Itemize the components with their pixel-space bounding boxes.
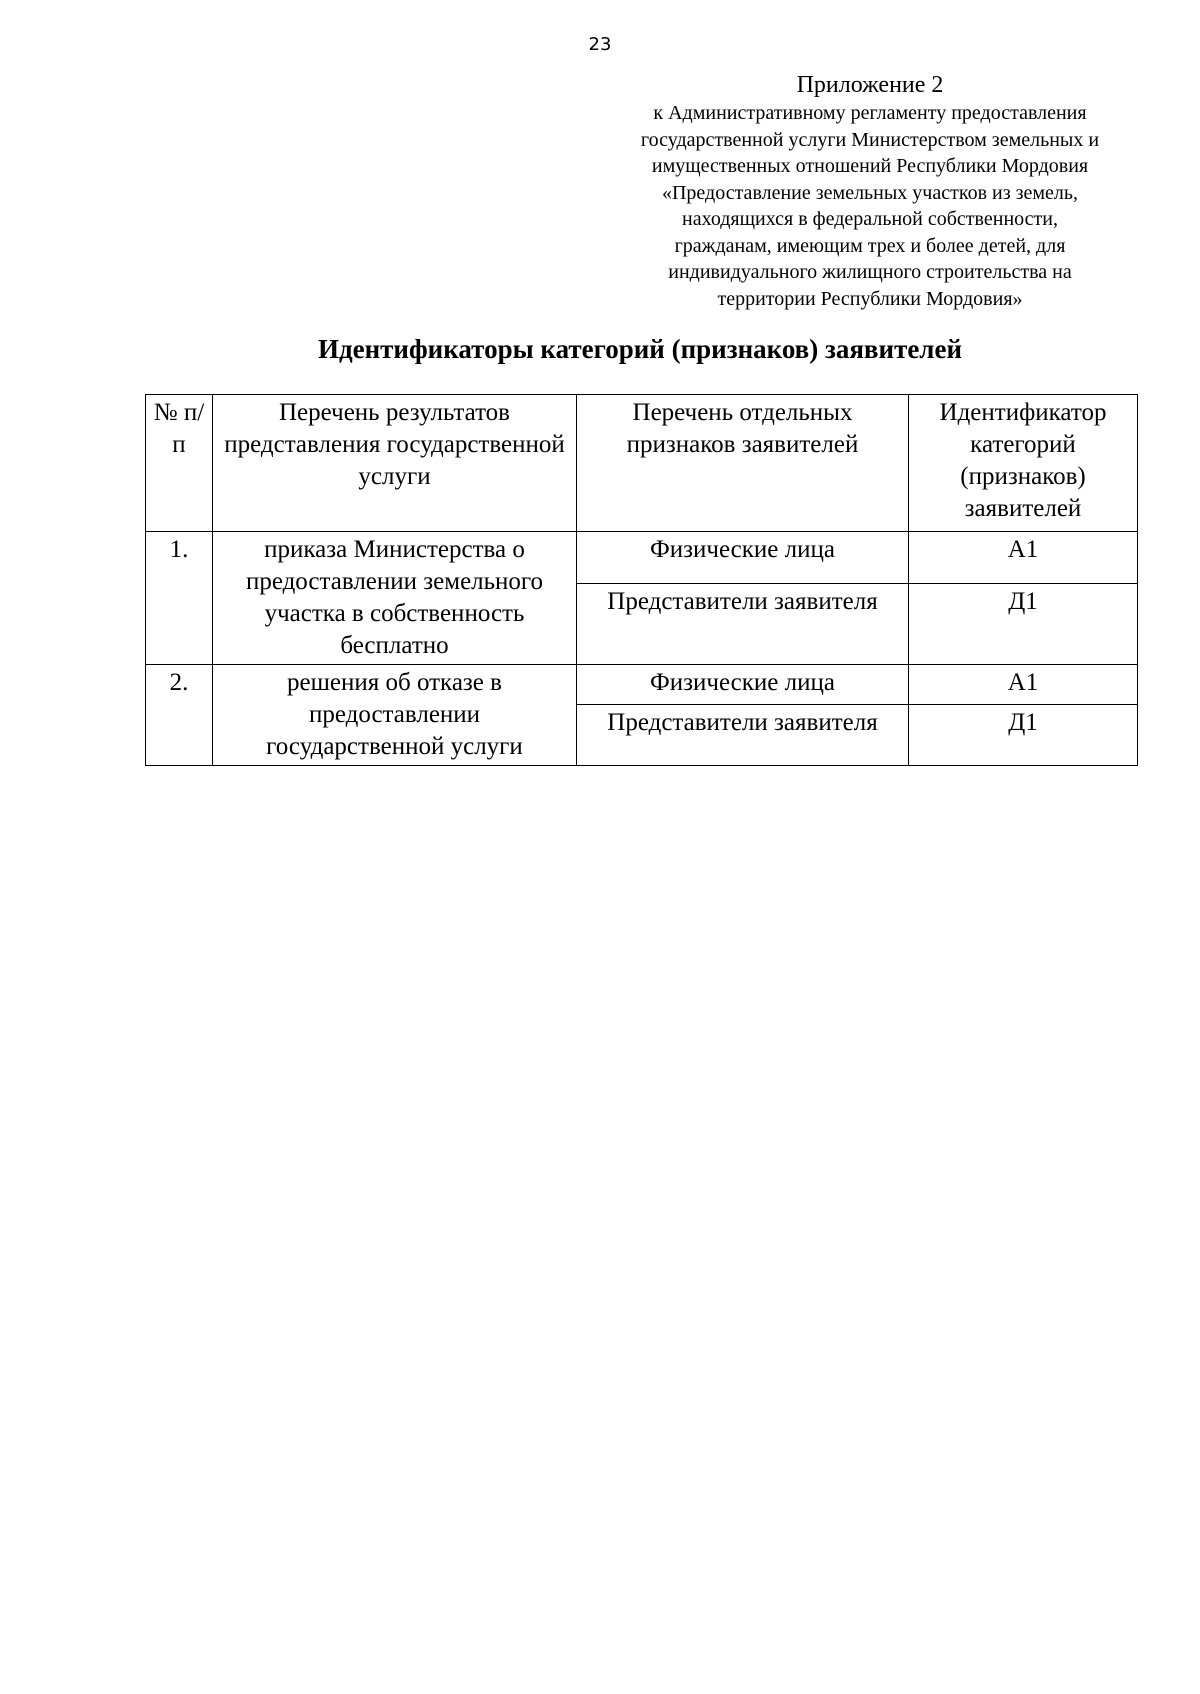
row-number: 1. [146,532,213,665]
page-number: 23 [588,34,612,55]
header-identifier: Идентификатор категорий (признаков) заявителей [909,395,1138,532]
table-row [146,665,1138,705]
row-sign: Представители заявителя [577,584,909,665]
table-header-row [146,395,1138,532]
row-sign: Физические лица [577,665,909,705]
appendix-line: к Административному регламенту предоставления [653,102,1087,124]
row-identifier: А1 [909,532,1138,584]
row-result: приказа Министерства о предоставлении земельного участка в собственность бесплатно [213,532,577,665]
table-row [146,532,1138,584]
row-sign: Представители заявителя [577,704,909,765]
appendix-line: индивидуального жилищного строительства на [668,261,1072,283]
appendix-line: гражданам, имеющим трех и более детей, для [674,234,1066,257]
row-identifier: А1 [909,665,1138,705]
row-number: 2. [146,665,213,766]
appendix-line: имущественных отношений Республики Мордовия [651,155,1089,177]
appendix-line: «Предоставление земельных участков из земель, [661,181,1079,204]
document-title: Идентификаторы категорий (признаков) заявителей [317,334,963,364]
row-sign: Физические лица [577,532,909,584]
applicant-categories-table [145,394,1138,766]
appendix-line: находящихся в федеральной собственности, [682,208,1058,230]
row-identifier: Д1 [909,704,1138,765]
header-number: № п/п [146,395,213,532]
row-identifier: Д1 [909,584,1138,665]
header-signs: Перечень отдельных признаков заявителей [577,395,909,532]
appendix-title: Приложение 2 [796,72,944,98]
appendix-line: территории Республики Мордовия» [717,287,1023,310]
row-result: решения об отказе в предоставлении государственной услуги [213,665,577,766]
appendix-block [600,70,1140,312]
header-results: Перечень результатов представления государственной услуги [213,395,577,532]
appendix-line: государственной услуги Министерством земельных и [640,128,1100,151]
